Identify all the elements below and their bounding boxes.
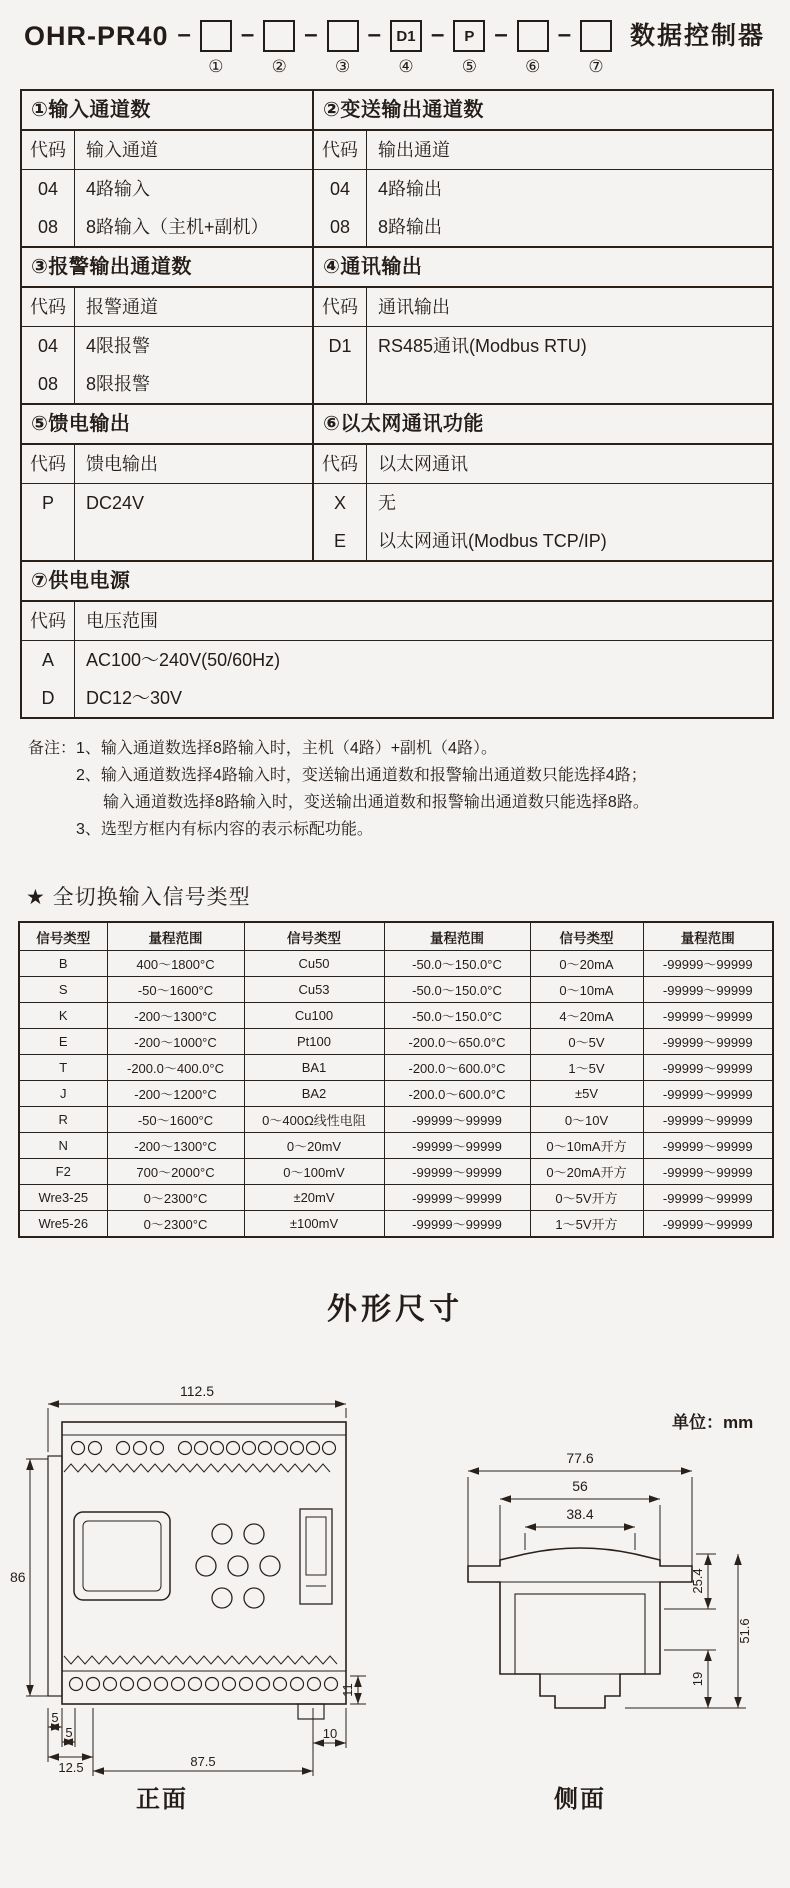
value-header: 馈电输出 <box>86 454 158 474</box>
section-header-row <box>22 288 312 327</box>
signal-cell: ±20mV <box>244 1185 384 1211</box>
signal-cell: -200～1300°C <box>107 1003 244 1029</box>
signal-cell: -50～1600°C <box>107 977 244 1003</box>
signal-cell: -50.0～150.0°C <box>384 951 530 977</box>
signal-cell: B <box>19 951 107 977</box>
option-value: DC24V <box>86 493 145 513</box>
model-box-3 <box>327 20 359 52</box>
top-terminal-row <box>72 1442 336 1455</box>
dash: – <box>557 21 572 48</box>
front-dim-11-label: 11 <box>340 1683 355 1697</box>
option-row <box>22 208 312 246</box>
signal-cell: -200～1300°C <box>107 1133 244 1159</box>
section-header-row <box>22 131 312 170</box>
model-box-4 <box>390 20 422 52</box>
signal-table-title: ★ 全切换输入信号类型 <box>26 886 251 909</box>
option-code: E <box>314 522 367 560</box>
side-dim-25-4-label: 25.4 <box>690 1568 705 1594</box>
front-dim-12-5-label: 12.5 <box>58 1760 84 1775</box>
signal-cell: -99999～99999 <box>643 1029 773 1055</box>
signal-cell: -50.0～150.0°C <box>384 1003 530 1029</box>
table-row <box>19 1185 773 1211</box>
option-code: 08 <box>22 208 75 246</box>
signal-cell: Cu50 <box>244 951 384 977</box>
table-row <box>19 1055 773 1081</box>
section-title: ④通讯输出 <box>314 248 772 288</box>
front-view-drawing <box>10 1383 366 1813</box>
signal-cell: -50～1600°C <box>107 1107 244 1133</box>
section-transmit-output-channels <box>314 91 772 246</box>
option-row <box>22 365 312 403</box>
code-header: 代码 <box>314 288 367 326</box>
signal-cell: E <box>19 1029 107 1055</box>
front-dim-87-5-label: 87.5 <box>190 1754 216 1769</box>
section-header-row <box>314 288 772 327</box>
dash: – <box>177 21 191 48</box>
signal-cell: 700～2000°C <box>107 1159 244 1185</box>
top-vent-zigzag <box>64 1464 330 1472</box>
front-dim-10-label: 10 <box>322 1726 338 1741</box>
option-value: RS485通讯(Modbus RTU) <box>378 336 587 356</box>
model-name: OHR-PR40 <box>24 21 169 51</box>
option-code: P <box>22 484 75 560</box>
circled-number-4: ④ <box>398 57 414 76</box>
device-side-outline <box>468 1548 692 1708</box>
code-header: 代码 <box>22 288 75 326</box>
signal-cell: -99999～99999 <box>643 1159 773 1185</box>
option-code: 08 <box>314 208 367 246</box>
circled-number-2: ② <box>271 57 287 76</box>
notes-label: 备注： <box>28 740 77 757</box>
signal-cell: -99999～99999 <box>384 1107 530 1133</box>
section-title: ③报警输出通道数 <box>22 248 312 288</box>
section-title: ⑥以太网通讯功能 <box>314 405 772 445</box>
signal-header-row <box>19 922 773 951</box>
section-title: ①输入通道数 <box>22 91 312 131</box>
note-line-2-cont: 输入通道数选择8路输入时，变送输出通道数和报警输出通道数只能选择8路。 <box>103 794 649 811</box>
side-port <box>300 1509 332 1604</box>
bottom-terminal-row <box>70 1678 338 1691</box>
signal-cell: 400～1800°C <box>107 951 244 977</box>
note-line-3: 3、选型方框内有标内容的表示标配功能。 <box>76 821 373 838</box>
signal-cell: 0～10mA <box>530 977 643 1003</box>
table-row <box>19 977 773 1003</box>
model-code-diagram <box>0 0 790 77</box>
signal-cell: Cu53 <box>244 977 384 1003</box>
model-box-4-label: D1 <box>396 27 416 45</box>
signal-col-header: 量程范围 <box>643 922 773 951</box>
model-box-5-label: P <box>464 27 475 45</box>
circled-number-6: ⑥ <box>525 57 541 76</box>
signal-cell: 0～5V开方 <box>530 1185 643 1211</box>
table-row <box>19 1133 773 1159</box>
signal-cell: ±5V <box>530 1081 643 1107</box>
side-view-caption: 侧面 <box>554 1786 606 1813</box>
product-type-label: 数据控制器 <box>630 22 766 50</box>
band-1 <box>22 91 772 248</box>
signal-cell: -99999～99999 <box>384 1133 530 1159</box>
signal-cell: 0～2300°C <box>107 1211 244 1238</box>
value-header: 以太网通讯 <box>378 454 468 474</box>
section-power-supply <box>22 562 772 717</box>
option-value: 8限报警 <box>86 374 151 394</box>
code-header: 代码 <box>22 131 75 169</box>
option-code: A <box>22 641 75 679</box>
section-header-row <box>22 445 312 484</box>
signal-cell: BA1 <box>244 1055 384 1081</box>
signal-cell: ±100mV <box>244 1211 384 1238</box>
option-value: AC100～240V(50/60Hz) <box>86 650 281 670</box>
side-dim-56-label: 56 <box>572 1478 588 1494</box>
front-height-dim-label: 86 <box>10 1569 26 1585</box>
value-header: 电压范围 <box>86 611 158 631</box>
side-dim-77-6-label: 77.6 <box>566 1450 594 1466</box>
signal-cell: -50.0～150.0°C <box>384 977 530 1003</box>
option-value: 以太网通讯(Modbus TCP/IP) <box>378 531 607 551</box>
signal-cell: -99999～99999 <box>643 1055 773 1081</box>
signal-cell: -99999～99999 <box>643 1211 773 1238</box>
dimensions-title: 外形尺寸 <box>327 1293 463 1326</box>
signal-cell: -99999～99999 <box>384 1185 530 1211</box>
signal-cell: -200.0～650.0°C <box>384 1029 530 1055</box>
signal-cell: J <box>19 1081 107 1107</box>
signal-cell: -200.0～600.0°C <box>384 1081 530 1107</box>
model-segment-1 <box>200 20 232 77</box>
signal-cell: F2 <box>19 1159 107 1185</box>
option-value: 4路输出 <box>378 179 443 199</box>
signal-cell: K <box>19 1003 107 1029</box>
value-header: 输出通道 <box>378 140 450 160</box>
signal-type-table <box>18 921 774 1238</box>
option-row <box>314 522 772 560</box>
section-title: ②变送输出通道数 <box>314 91 772 131</box>
table-row <box>19 1029 773 1055</box>
table-row <box>19 1211 773 1238</box>
lcd-display <box>74 1512 170 1600</box>
band-2 <box>22 248 772 405</box>
option-row <box>22 484 312 560</box>
signal-col-header: 量程范围 <box>107 922 244 951</box>
table-row <box>19 1081 773 1107</box>
signal-cell: Wre5-26 <box>19 1211 107 1238</box>
option-row <box>314 327 772 403</box>
signal-cell: S <box>19 977 107 1003</box>
section-communication-output <box>314 248 772 403</box>
option-code: 04 <box>22 327 75 365</box>
value-header: 报警通道 <box>86 297 158 317</box>
model-segment-6 <box>517 20 549 77</box>
code-header: 代码 <box>314 445 367 483</box>
selection-table <box>20 89 774 719</box>
option-value: 4路输入 <box>86 179 151 199</box>
code-header: 代码 <box>22 445 75 483</box>
option-row <box>314 484 772 522</box>
dash: – <box>304 21 318 48</box>
option-code: 04 <box>314 170 367 208</box>
option-code: 04 <box>22 170 75 208</box>
side-inner-panel <box>515 1594 645 1674</box>
option-code: D <box>22 679 75 717</box>
front-bottom-dimensions <box>48 1676 366 1776</box>
front-view-caption: 正面 <box>136 1786 188 1813</box>
option-value: 无 <box>378 493 396 513</box>
code-header: 代码 <box>314 131 367 169</box>
signal-cell: 0～20mV <box>244 1133 384 1159</box>
signal-cell: -99999～99999 <box>643 977 773 1003</box>
signal-cell: -99999～99999 <box>643 1081 773 1107</box>
section-ethernet-function <box>314 405 772 560</box>
dash: – <box>240 21 255 48</box>
band-4 <box>22 562 772 717</box>
front-height-dimension <box>10 1459 48 1696</box>
note-line-1: 1、输入通道数选择8路输入时，主机（4路）+副机（4路）。 <box>76 740 497 757</box>
model-box-5 <box>453 20 485 52</box>
signal-cell: 0～100mV <box>244 1159 384 1185</box>
signal-cell: -99999～99999 <box>384 1211 530 1238</box>
model-box-6 <box>517 20 549 52</box>
section-header-row <box>314 131 772 170</box>
model-segment-2 <box>263 20 295 77</box>
section-header-row <box>314 445 772 484</box>
signal-cell: 0～5V <box>530 1029 643 1055</box>
signal-cell: -99999～99999 <box>643 1133 773 1159</box>
table-row <box>19 951 773 977</box>
model-segment-5 <box>453 20 485 77</box>
device-front-outline <box>62 1422 346 1704</box>
signal-cell: BA2 <box>244 1081 384 1107</box>
circled-number-7: ⑦ <box>588 57 604 76</box>
signal-cell: 0～10mA开方 <box>530 1133 643 1159</box>
din-clip-tab <box>298 1704 324 1719</box>
signal-col-header: 信号类型 <box>19 922 107 951</box>
signal-cell: 1～5V <box>530 1055 643 1081</box>
dimension-drawings <box>0 1344 790 1844</box>
circled-number-5: ⑤ <box>461 57 477 76</box>
option-value: DC12～30V <box>86 688 183 708</box>
signal-cell: Cu100 <box>244 1003 384 1029</box>
table-row <box>19 1159 773 1185</box>
signal-col-header: 量程范围 <box>384 922 530 951</box>
band-3 <box>22 405 772 562</box>
section-title: ⑦供电电源 <box>22 562 772 602</box>
signal-cell: -200.0～400.0°C <box>107 1055 244 1081</box>
signal-cell: 0～400Ω线性电阻 <box>244 1107 384 1133</box>
circled-number-3: ③ <box>334 57 351 76</box>
option-code: 08 <box>22 365 75 403</box>
signal-cell: -99999～99999 <box>643 1003 773 1029</box>
signal-cell: 4～20mA <box>530 1003 643 1029</box>
signal-cell: 1～5V开方 <box>530 1211 643 1238</box>
signal-cell: -99999～99999 <box>643 951 773 977</box>
signal-cell: -99999～99999 <box>643 1185 773 1211</box>
side-right-dimensions <box>625 1554 752 1708</box>
dash: – <box>430 21 445 48</box>
signal-cell: 0～10V <box>530 1107 643 1133</box>
front-dim-5b-label: 5 <box>65 1725 73 1740</box>
table-row <box>19 1003 773 1029</box>
signal-cell: T <box>19 1055 107 1081</box>
signal-cell: 0～20mA <box>530 951 643 977</box>
bottom-vent-zigzag <box>64 1656 337 1664</box>
signal-cell: Pt100 <box>244 1029 384 1055</box>
option-row <box>22 679 772 717</box>
option-code: X <box>314 484 367 522</box>
section-input-channels <box>22 91 314 246</box>
option-row <box>22 641 772 679</box>
model-box-2 <box>263 20 295 52</box>
value-header: 通讯输出 <box>378 297 450 317</box>
signal-col-header: 信号类型 <box>530 922 643 951</box>
device-left-rail <box>48 1456 62 1696</box>
signal-col-header: 信号类型 <box>244 922 384 951</box>
model-segment-4 <box>390 20 422 77</box>
value-header: 输入通道 <box>86 140 158 160</box>
option-row <box>314 170 772 208</box>
model-segment-3 <box>327 20 359 77</box>
side-dim-51-6-label: 51.6 <box>737 1618 752 1644</box>
side-dim-38-4-label: 38.4 <box>566 1506 594 1522</box>
option-row <box>22 327 312 365</box>
model-box-7 <box>580 20 612 52</box>
signal-cell: -200～1000°C <box>107 1029 244 1055</box>
signal-cell: R <box>19 1107 107 1133</box>
front-width-dim-label: 112.5 <box>180 1383 214 1399</box>
section-header-row <box>22 602 772 641</box>
option-row <box>314 208 772 246</box>
signal-cell: N <box>19 1133 107 1159</box>
signal-cell: -99999～99999 <box>384 1159 530 1185</box>
button-cluster <box>196 1524 280 1608</box>
note-line-2: 2、输入通道数选择4路输入时，变送输出通道数和报警输出通道数只能选择4路； <box>76 767 647 784</box>
side-view-drawing <box>468 1412 753 1813</box>
signal-cell: -200～1200°C <box>107 1081 244 1107</box>
side-dim-19-label: 19 <box>690 1671 705 1687</box>
circled-number-1: ① <box>208 57 224 76</box>
section-feed-output <box>22 405 314 560</box>
signal-cell: 0～2300°C <box>107 1185 244 1211</box>
signal-cell: -200.0～600.0°C <box>384 1055 530 1081</box>
notes-block <box>28 735 790 843</box>
option-row <box>22 170 312 208</box>
option-value: 8路输出 <box>378 217 443 237</box>
signal-cell: Wre3-25 <box>19 1185 107 1211</box>
option-code: D1 <box>314 327 367 403</box>
section-alarm-output-channels <box>22 248 314 403</box>
dash: – <box>367 21 381 48</box>
signal-cell: 0～20mA开方 <box>530 1159 643 1185</box>
unit-label: 单位：mm <box>672 1413 754 1432</box>
model-box-1 <box>200 20 232 52</box>
front-dim-5a-label: 5 <box>51 1710 59 1725</box>
model-segment-7 <box>580 20 612 77</box>
option-value: 4限报警 <box>86 336 151 356</box>
code-header: 代码 <box>22 602 75 640</box>
notes-lines <box>76 735 649 843</box>
section-title: ⑤馈电输出 <box>22 405 312 445</box>
option-value: 8路输入（主机+副机） <box>86 217 269 237</box>
table-row <box>19 1107 773 1133</box>
signal-cell: -99999～99999 <box>643 1107 773 1133</box>
dash: – <box>494 21 508 48</box>
